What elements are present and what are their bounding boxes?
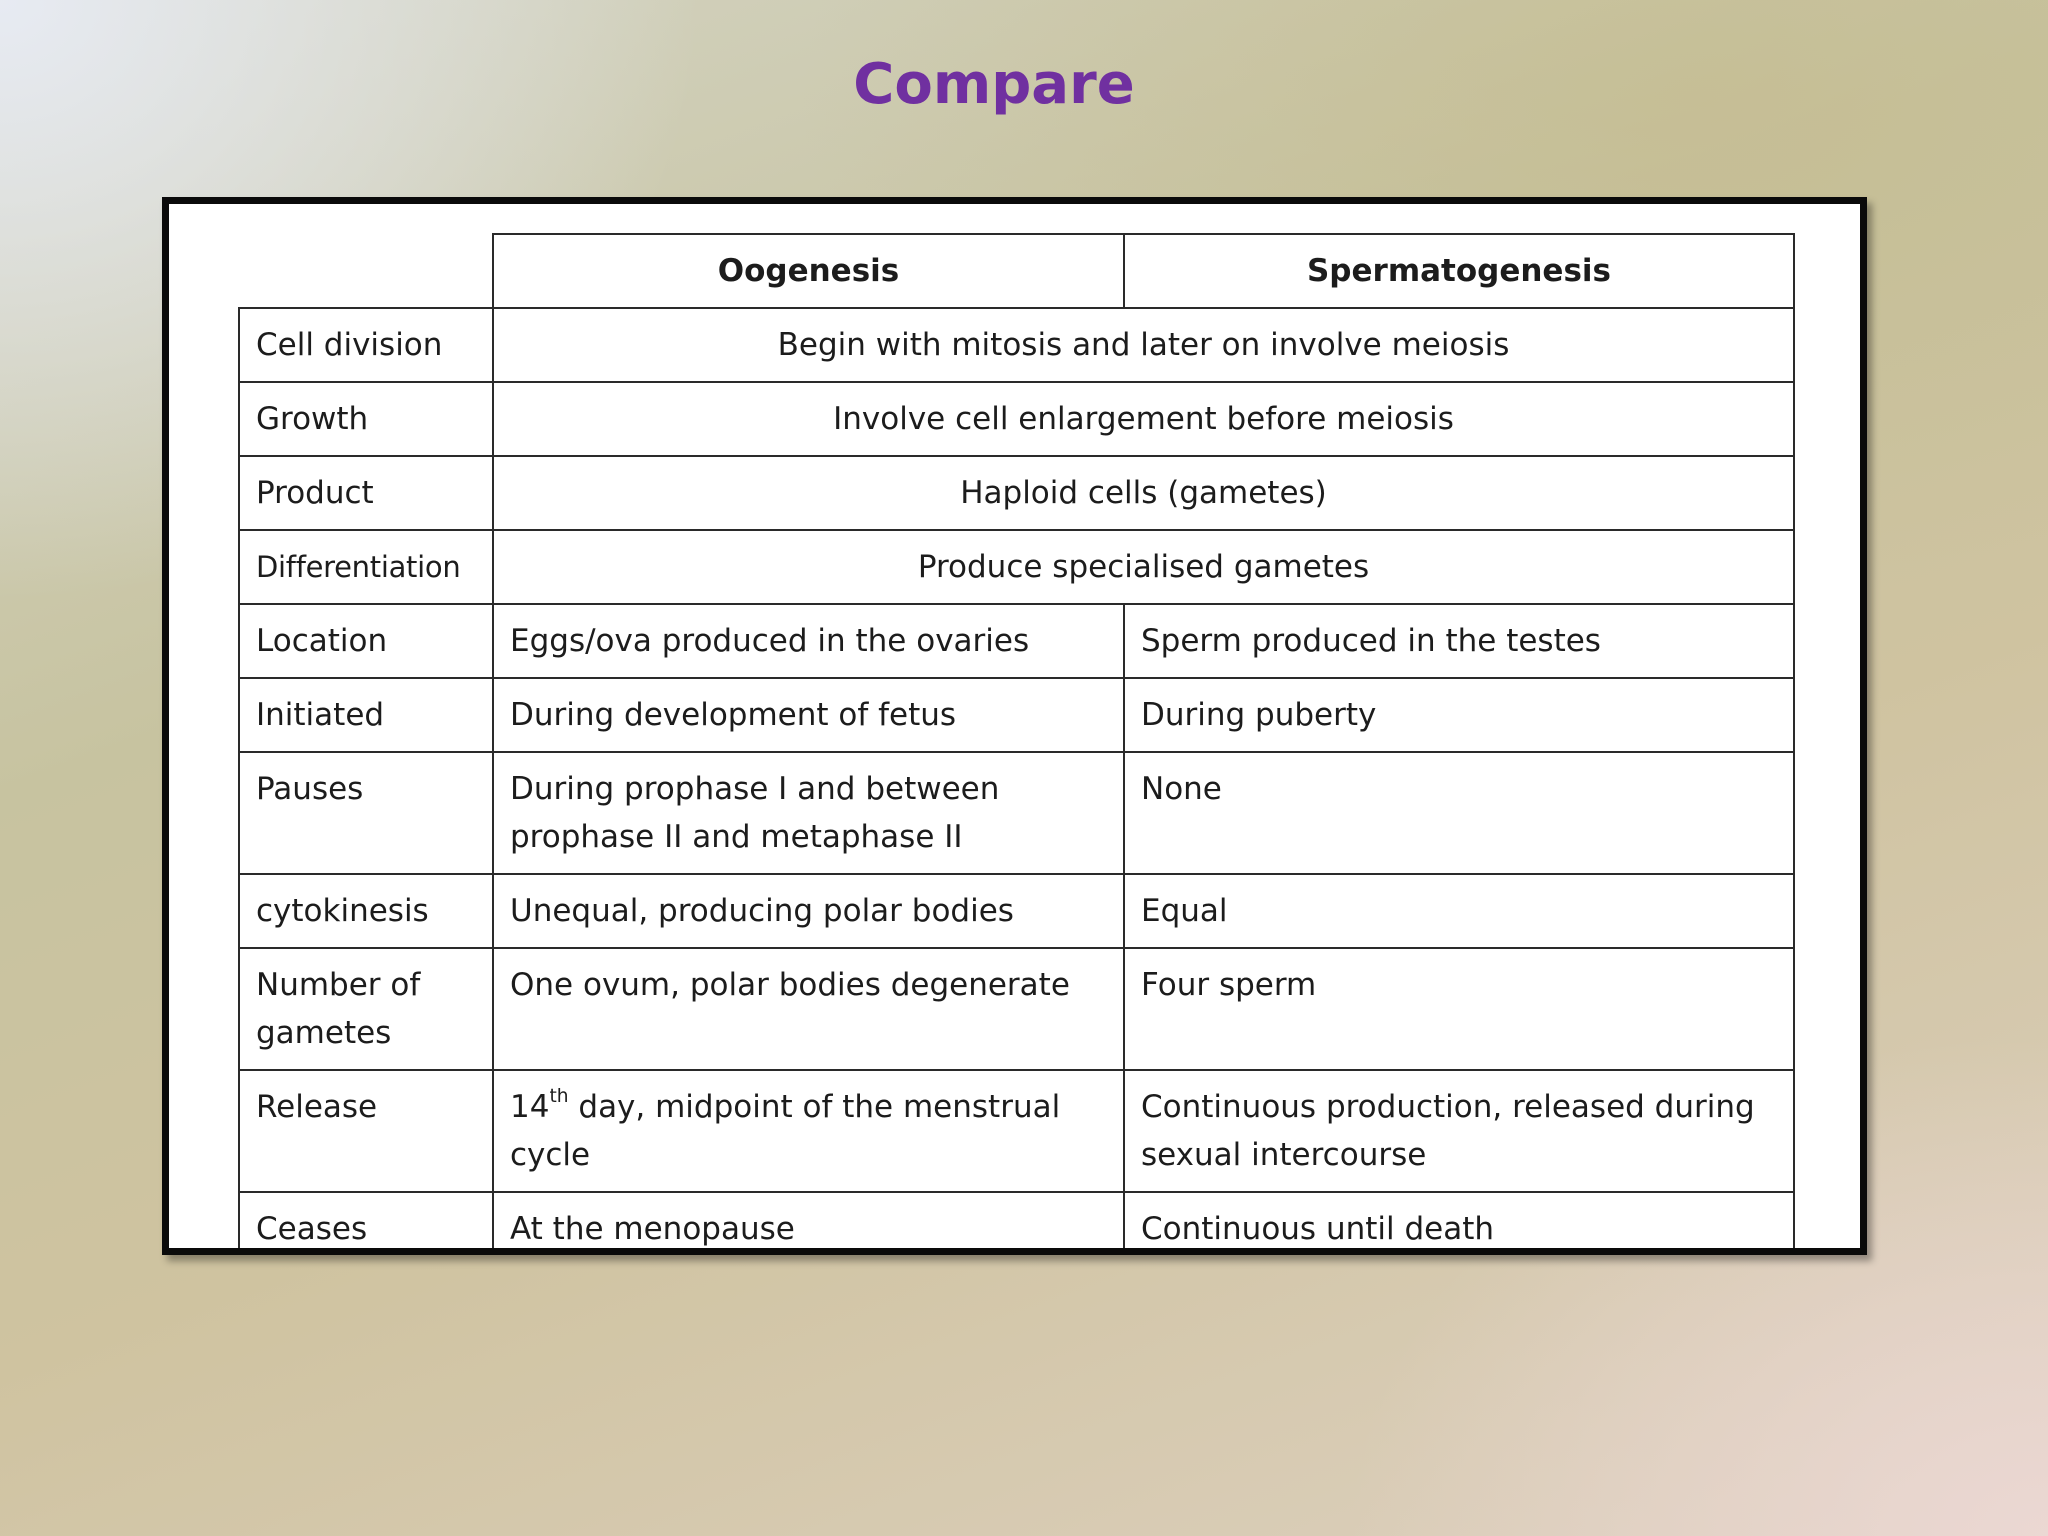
row-label-pauses: Pauses xyxy=(239,752,493,874)
shared-value-cell-division: Begin with mitosis and later on involve meiosis xyxy=(493,308,1794,382)
row-label-initiated: Initiated xyxy=(239,678,493,752)
release-day-number: 14 xyxy=(510,1089,550,1125)
spermatogenesis-initiated: During puberty xyxy=(1124,678,1794,752)
oogenesis-ceases: At the menopause xyxy=(493,1192,1124,1255)
release-day-text: day, midpoint of the menstrual cycle xyxy=(510,1089,1061,1173)
table-row xyxy=(239,874,1794,948)
spermatogenesis-ceases: Continuous until death xyxy=(1124,1192,1794,1255)
table-row xyxy=(239,1192,1794,1255)
oogenesis-initiated: During development of fetus xyxy=(493,678,1124,752)
row-label-cytokinesis: cytokinesis xyxy=(239,874,493,948)
row-label-ceases: Ceases xyxy=(239,1192,493,1255)
spermatogenesis-pauses: None xyxy=(1124,752,1794,874)
slide-title: Compare xyxy=(853,52,1135,117)
table-row xyxy=(239,678,1794,752)
row-label-location: Location xyxy=(239,604,493,678)
row-label-growth: Growth xyxy=(239,382,493,456)
header-oogenesis: Oogenesis xyxy=(493,234,1124,308)
table-row xyxy=(239,456,1794,530)
table-header-row xyxy=(239,234,1794,308)
table-row xyxy=(239,308,1794,382)
table-row xyxy=(239,752,1794,874)
header-empty-cell xyxy=(239,234,493,308)
oogenesis-number-of-gametes: One ovum, polar bodies degenerate xyxy=(493,948,1124,1070)
table-row xyxy=(239,604,1794,678)
release-day-suffix: th xyxy=(549,1086,569,1108)
shared-value-growth: Involve cell enlargement before meiosis xyxy=(493,382,1794,456)
spermatogenesis-number-of-gametes: Four sperm xyxy=(1124,948,1794,1070)
shared-value-differentiation: Produce specialised gametes xyxy=(493,530,1794,604)
oogenesis-pauses: During prophase I and between prophase II and metaphase II xyxy=(493,752,1124,874)
comparison-table-frame xyxy=(162,197,1867,1255)
table-row xyxy=(239,1070,1794,1192)
table-row xyxy=(239,948,1794,1070)
row-label-product: Product xyxy=(239,456,493,530)
oogenesis-release xyxy=(493,1070,1124,1192)
header-spermatogenesis: Spermatogenesis xyxy=(1124,234,1794,308)
spermatogenesis-release: Continuous production, released during sexual intercourse xyxy=(1124,1070,1794,1192)
row-label-cell-division: Cell division xyxy=(239,308,493,382)
spermatogenesis-cytokinesis: Equal xyxy=(1124,874,1794,948)
shared-value-product: Haploid cells (gametes) xyxy=(493,456,1794,530)
row-label-differentiation: Differentiation xyxy=(239,530,493,604)
spermatogenesis-location: Sperm produced in the testes xyxy=(1124,604,1794,678)
comparison-table xyxy=(238,233,1795,1255)
table-row xyxy=(239,530,1794,604)
table-row xyxy=(239,382,1794,456)
row-label-number-of-gametes: Number of gametes xyxy=(239,948,493,1070)
row-label-release: Release xyxy=(239,1070,493,1192)
oogenesis-location: Eggs/ova produced in the ovaries xyxy=(493,604,1124,678)
oogenesis-cytokinesis: Unequal, producing polar bodies xyxy=(493,874,1124,948)
